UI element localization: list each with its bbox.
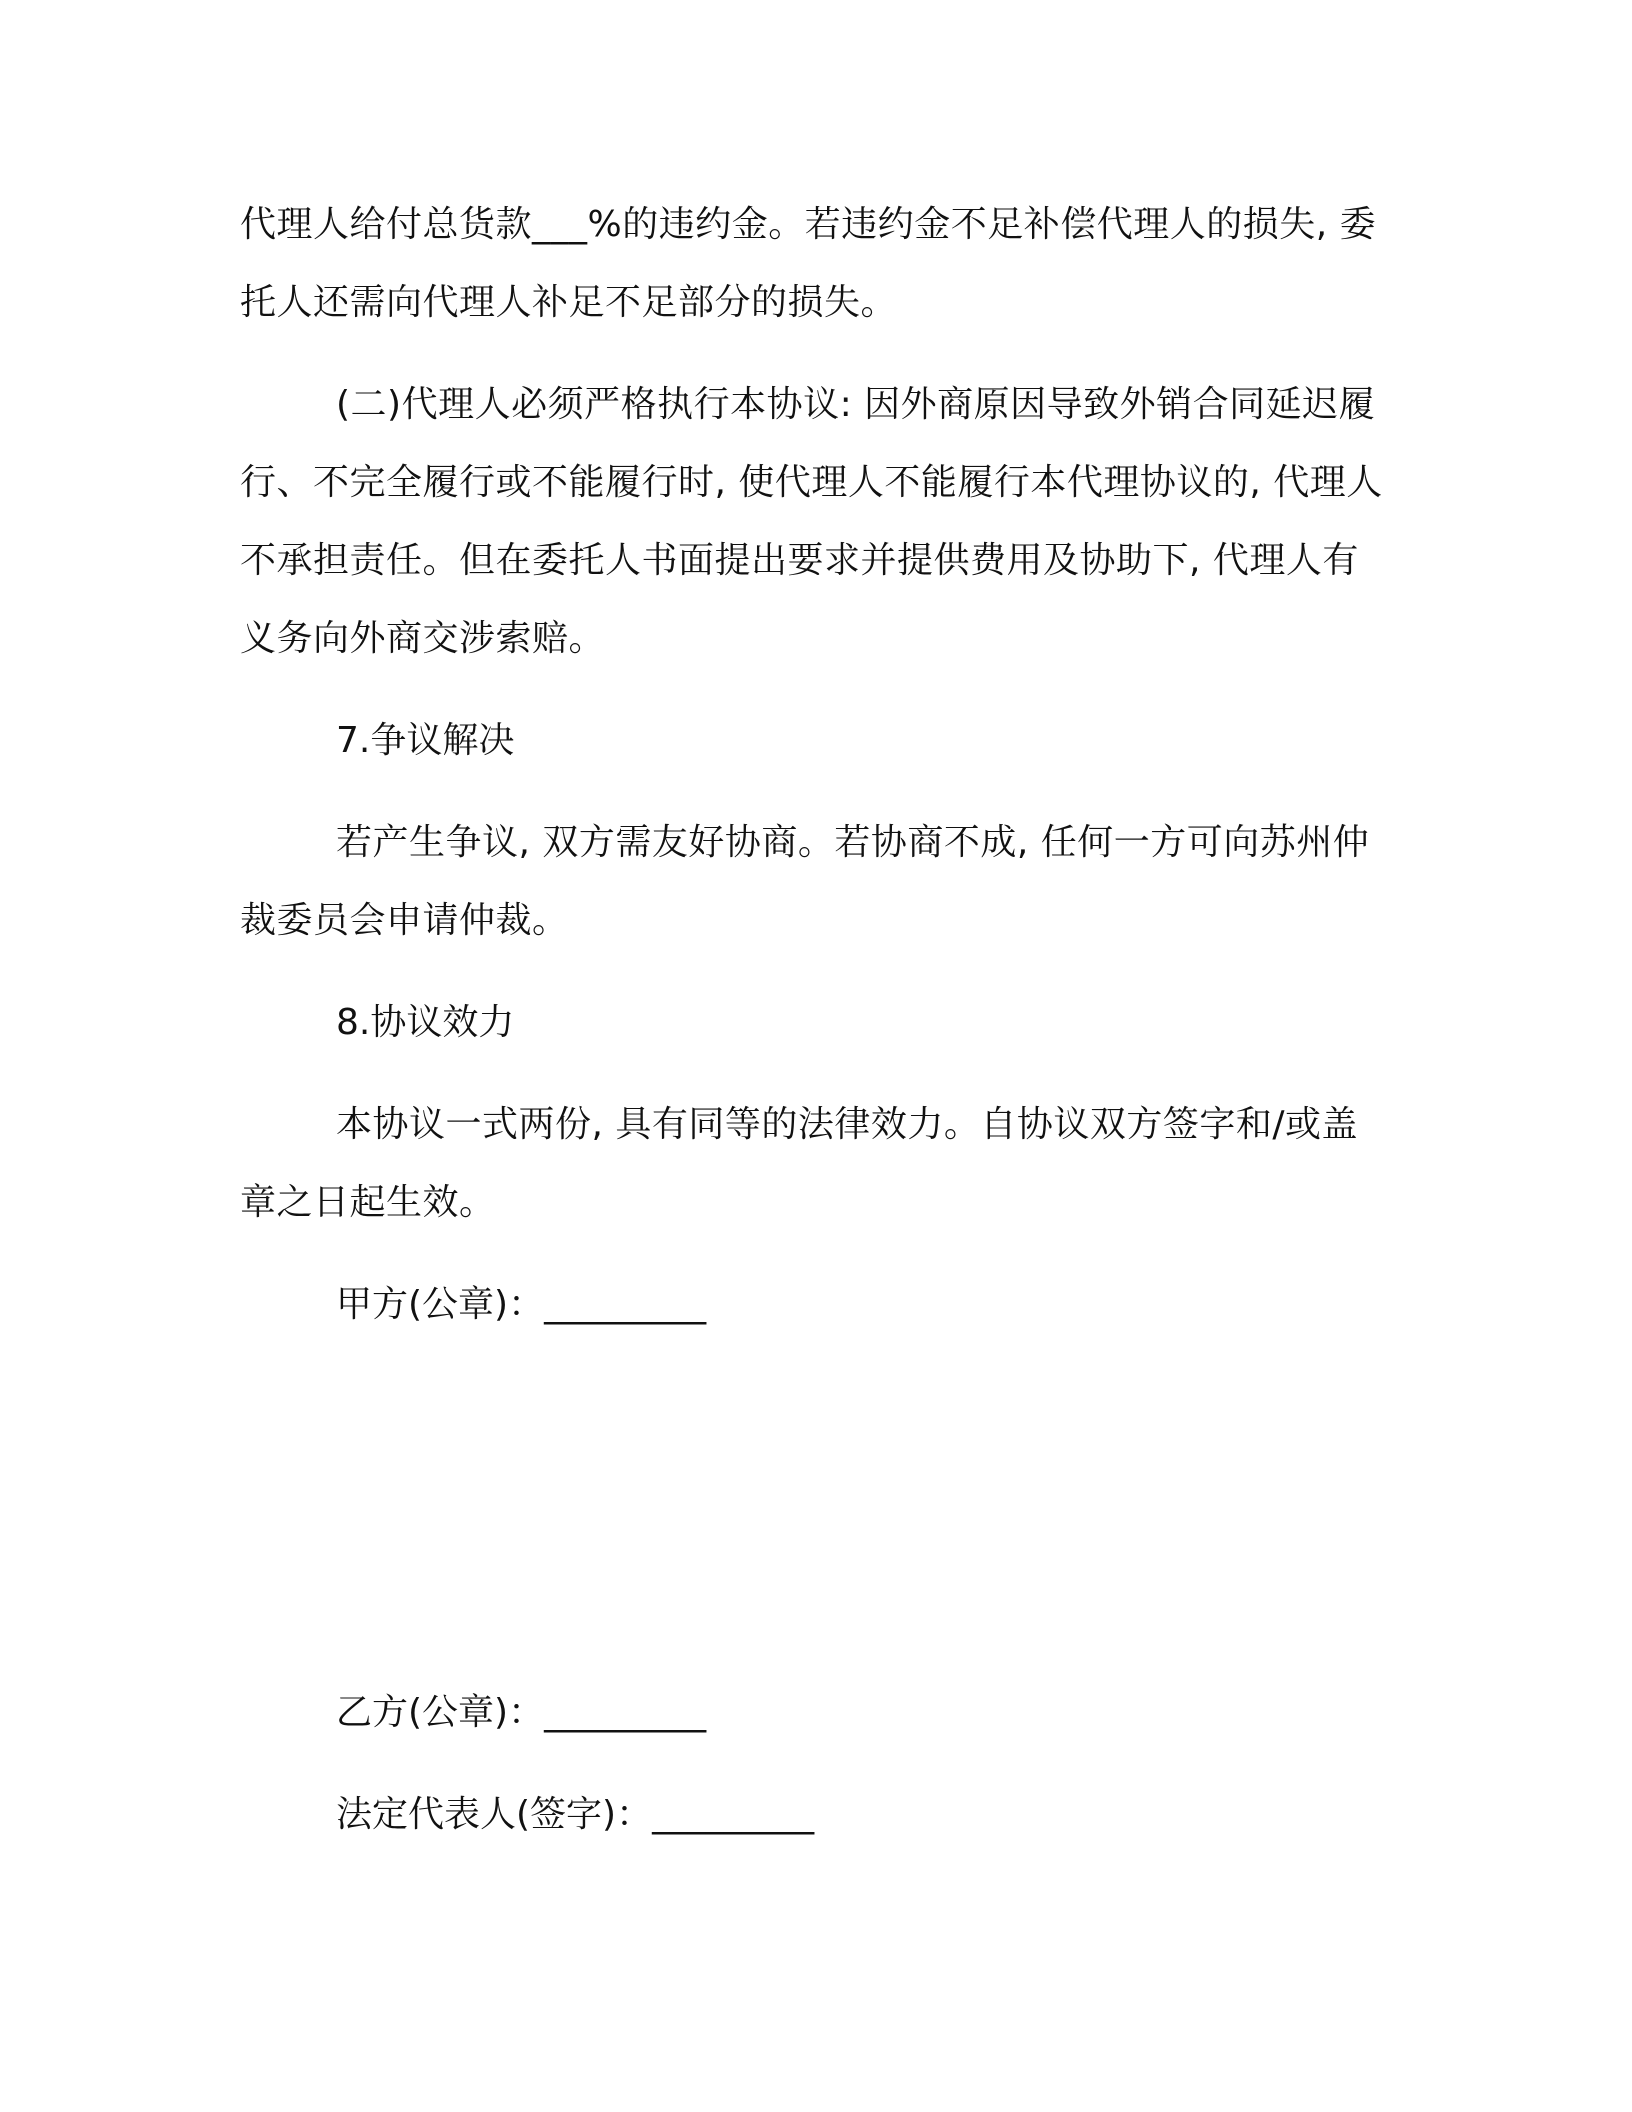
signature-legal-representative: 法定代表人(签字)：_________ — [336, 1794, 815, 1835]
paragraph-agent-obligation: (二)代理人必须严格执行本协议: 因外商原因导致外销合同延迟履行、不完全履行或不能履行时, 使代理人不能履行本代理协议的, 代理人不承担责任。但在委托人书面提出要求并提供费用及协助下, 代理人有义务向外商交涉索赔。 — [240, 384, 1383, 659]
signature-party-b: 乙方(公章)：_________ — [336, 1692, 707, 1733]
document-body — [240, 186, 1390, 1854]
section-8-body: 本协议一式两份, 具有同等的法律效力。自协议双方签字和/或盖章之日起生效。 — [240, 1104, 1359, 1223]
signature-space — [240, 1344, 1390, 1674]
section-7-heading: 7.争议解决 — [336, 720, 515, 761]
paragraph-penalty: 代理人给付总货款___%的违约金。若违约金不足补偿代理人的损失, 委托人还需向代理人补足不足部分的损失。 — [240, 204, 1377, 323]
section-8-heading: 8.协议效力 — [336, 1002, 515, 1043]
signature-party-a: 甲方(公章)：_________ — [336, 1284, 707, 1325]
signature-gap — [240, 1752, 1390, 1776]
section-7-body: 若产生争议, 双方需友好协商。若协商不成, 任何一方可向苏州仲裁委员会申请仲裁。 — [240, 822, 1370, 941]
